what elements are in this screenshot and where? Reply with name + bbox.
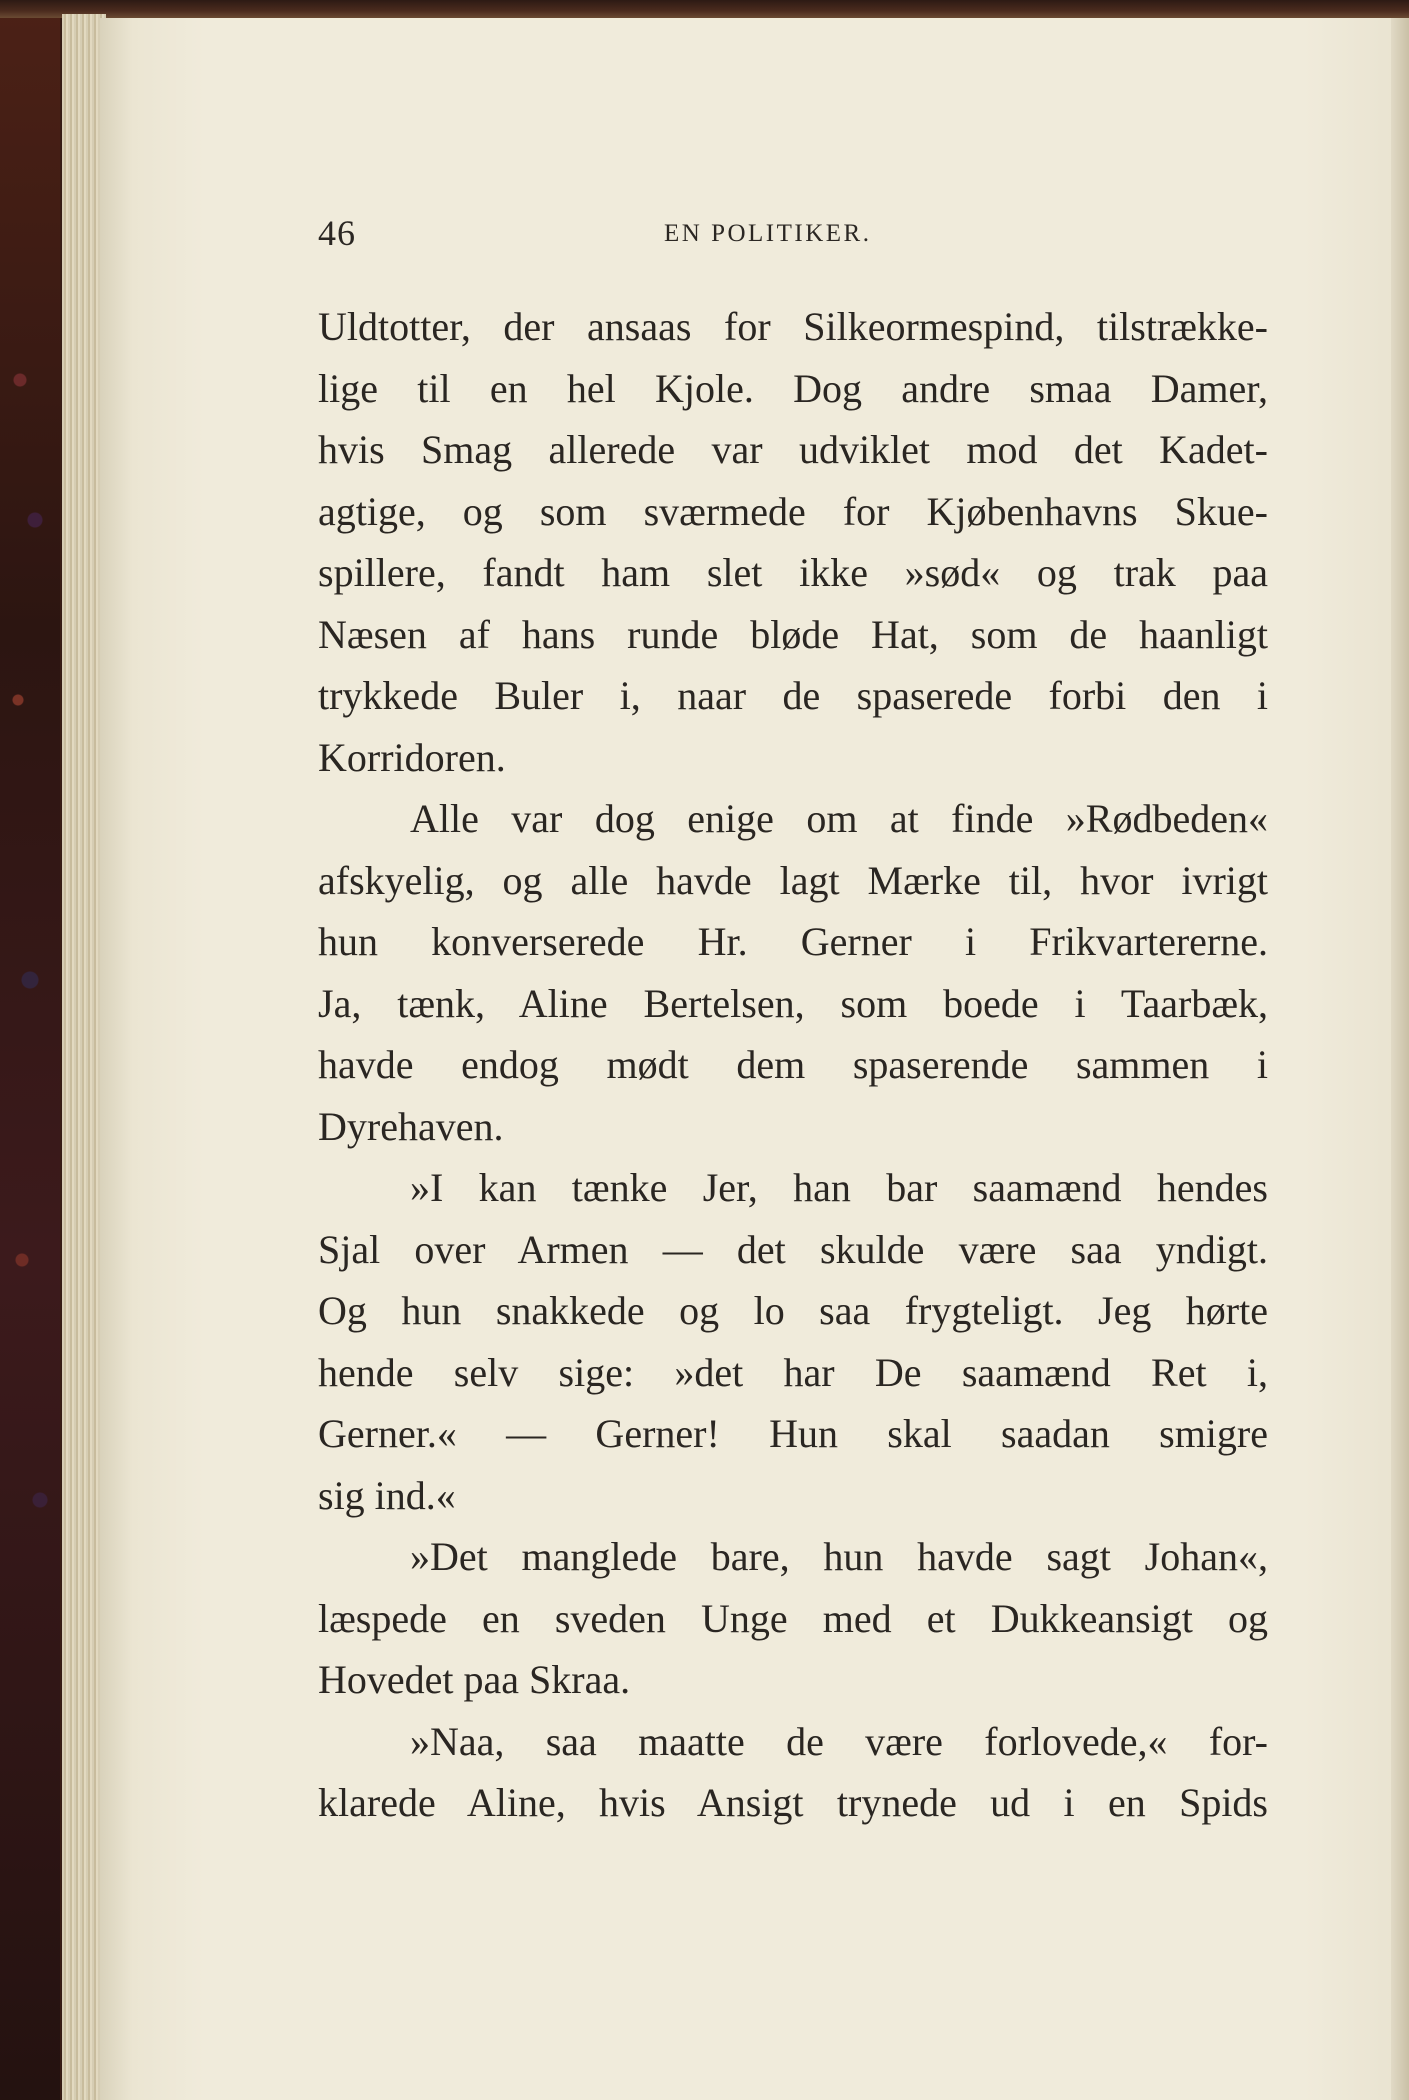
text-line: læspede en sveden Unge med et Dukkeansigt og [318,1595,1268,1641]
text-line: Korridoren. [318,734,506,780]
text-line: Sjal over Armen — det skulde være saa yndigt. [318,1226,1268,1272]
text-line: hun konverserede Hr. Gerner i Frikvartererne. [318,919,1268,964]
page-right-edge [1391,18,1409,2100]
text-line: Dyrehaven. [318,1103,504,1149]
paragraph [318,1711,1268,1834]
page-header [318,212,1268,262]
text-line: Næsen af hans runde bløde Hat, som de haanligt [318,611,1268,657]
paragraph [318,296,1268,788]
text-line: »I kan tænke Jer, han bar saamænd hendes [410,1165,1268,1210]
text-line: klarede Aline, hvis Ansigt trynede ud i en Spids [318,1780,1268,1825]
text-line: sig ind.« [318,1472,456,1518]
text-line: afskyelig, og alle havde lagt Mærke til, hvor ivrigt [318,857,1268,903]
text-line: hende selv sige: »det har De saamænd Ret i, [318,1349,1268,1395]
text-line: havde endog mødt dem spaserende sammen i [318,1042,1268,1087]
running-head: EN POLITIKER. [664,220,872,247]
text-line: Gerner.« — Gerner! Hun skal saadan smigre [318,1411,1268,1456]
text-line: »Naa, saa maatte de være forlovede,« for- [410,1718,1268,1764]
paragraph [318,1157,1268,1526]
text-line: »Det manglede bare, hun havde sagt Johan«, [410,1534,1268,1579]
text-line: spillere, fandt ham slet ikke »sød« og trak paa [318,550,1268,595]
body-text [318,296,1268,1834]
paragraph [318,788,1268,1157]
text-line: lige til en hel Kjole. Dog andre smaa Damer, [318,365,1268,411]
text-line: Hovedet paa Skraa. [318,1657,631,1702]
text-line: trykkede Buler i, naar de spaserede forbi den i [318,673,1268,718]
book-cover-edge [0,0,60,2100]
text-line: hvis Smag allerede var udviklet mod det Kadet- [318,427,1268,472]
text-line: Uldtotter, der ansaas for Silkeormespind, tilstrække- [318,304,1268,349]
text-line: Alle var dog enige om at finde »Rødbeden« [410,796,1268,841]
text-line: Ja, tænk, Aline Bertelsen, som boede i Taarbæk, [318,980,1268,1026]
top-binding-edge [0,0,1409,18]
paragraph [318,1526,1268,1711]
text-line: agtige, og som sværmede for Kjøbenhavns Skue- [318,488,1268,534]
page-number: 46 [318,213,356,253]
text-line: Og hun snakkede og lo saa frygteligt. Jeg hørte [318,1288,1268,1333]
